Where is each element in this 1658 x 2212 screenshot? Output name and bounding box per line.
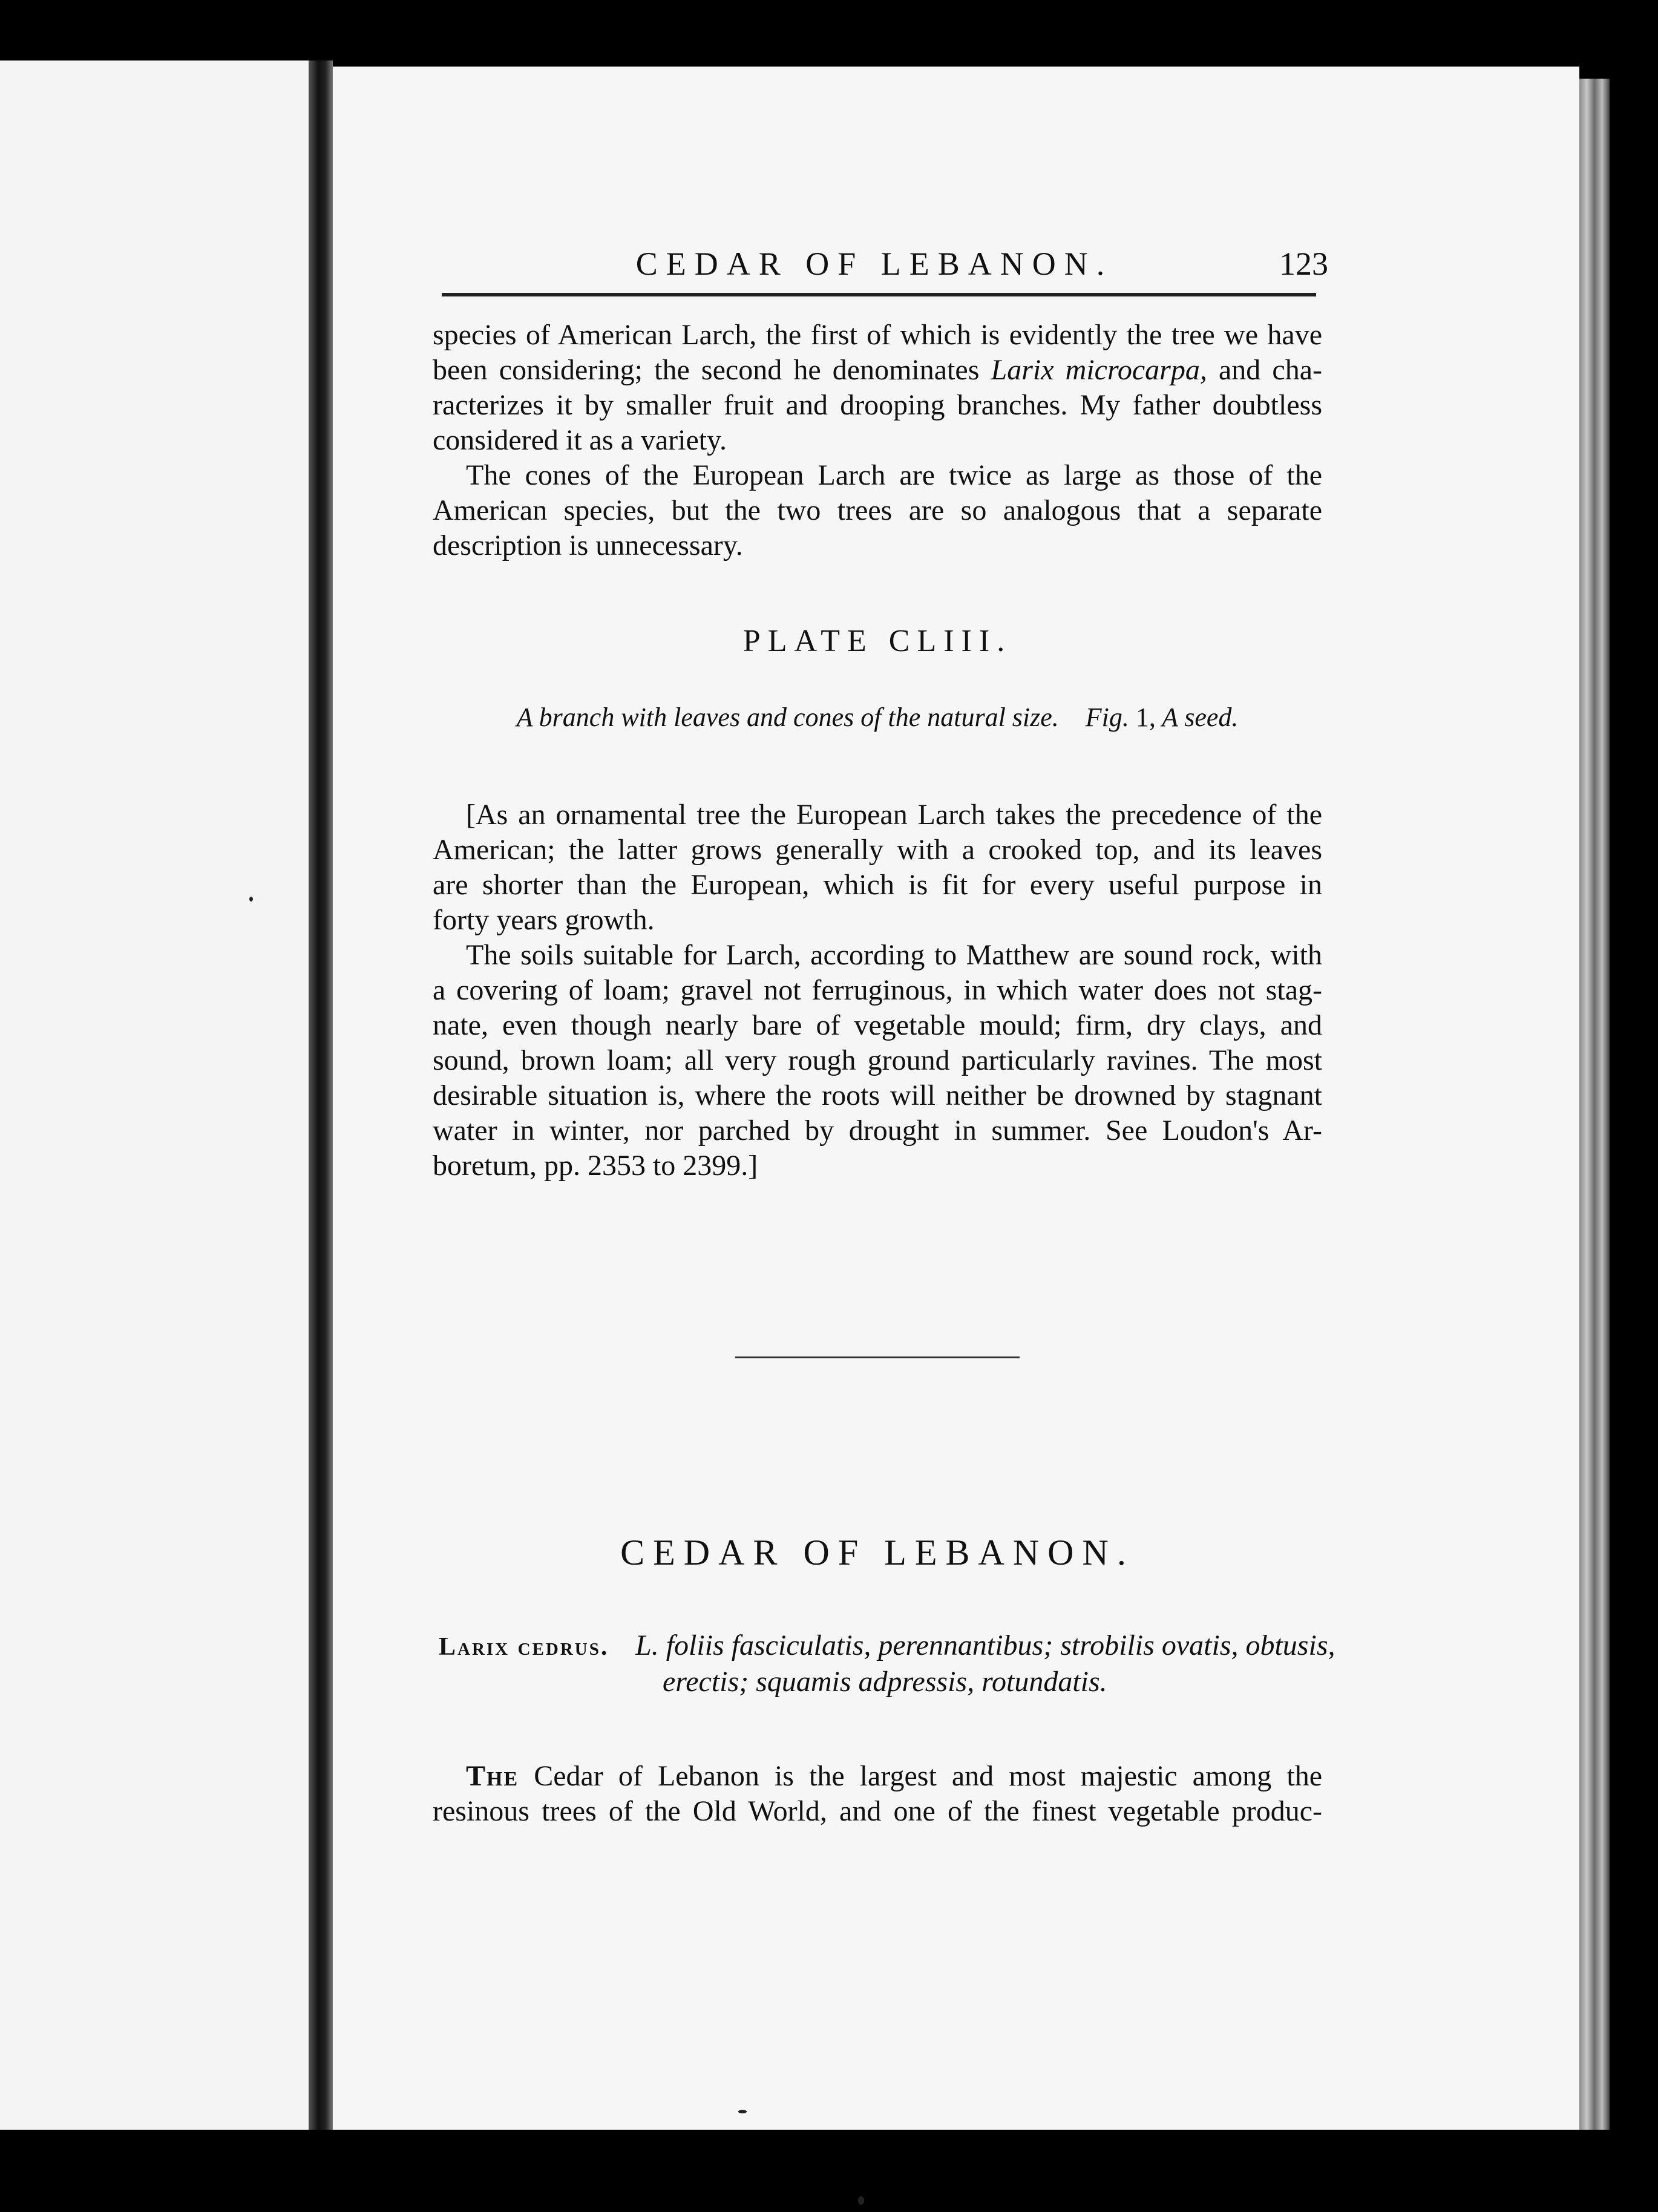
plate-caption (433, 702, 1322, 733)
text-line: The soils suitable for Larch, according to Matthew are sound rock, with (466, 939, 1322, 971)
text-line (433, 353, 1322, 388)
page-edges (1579, 79, 1610, 2130)
latin-diagnosis-line-1: L. foliis fasciculatis, perennantibus; strobilis ovatis, obtusis, (635, 1629, 1335, 1661)
text-line: nate, even though nearly bare of vegetable mould; firm, dry clays, and (433, 1009, 1322, 1041)
caption-fig-number: 1, (1135, 702, 1156, 732)
text-line: considered it as a variety. (433, 424, 727, 456)
text-line: boretum, pp. 2353 to 2399.] (433, 1150, 758, 1182)
text-line: species of American Larch, the first of which is evidently the tree we have (433, 319, 1322, 351)
text-line: The cones of the European Larch are twice as large as those of the (466, 459, 1322, 491)
text-line: are shorter than the European, which is fit for every useful purpose in (433, 869, 1322, 901)
species-label: Larix cedrus. (439, 1633, 609, 1661)
text-line: racterizes it by smaller fruit and drooping branches. My father doubtless (433, 389, 1322, 421)
plate-heading: PLATE CLIII. (742, 624, 1012, 658)
text-span: Cedar of Lebanon is the largest and most majestic among the (534, 1760, 1323, 1792)
lead-word: The (466, 1760, 519, 1792)
caption-text: A seed. (1162, 702, 1239, 732)
left-page-blank (0, 61, 309, 2130)
text-line: sound, brown loam; all very rough ground particularly ravines. The most (433, 1044, 1322, 1076)
text-line: resinous trees of the Old World, and one of the finest vegetable produc- (433, 1795, 1322, 1827)
scan-speck (858, 2196, 864, 2205)
scan-speck (738, 2110, 747, 2113)
text-line: water in winter, nor parched by drought in summer. See Loudon's Ar- (433, 1114, 1322, 1147)
text-line: desirable situation is, where the roots will neither be drowned by stagnant (433, 1079, 1322, 1111)
caption-fig-label: Fig. (1085, 702, 1129, 732)
page-number: 123 (1279, 246, 1328, 282)
book-gutter (309, 61, 333, 2130)
text-line: American; the latter grows generally with a crooked top, and its leaves (433, 834, 1322, 866)
text-span: and cha- (1219, 354, 1323, 386)
text-line (466, 1759, 1322, 1794)
text-line: description is unnecessary. (433, 529, 743, 561)
running-head: CEDAR OF LEBANON. (635, 246, 1113, 282)
header-rule (442, 293, 1316, 296)
text-line: forty years growth. (433, 904, 655, 936)
section-title: CEDAR OF LEBANON. (620, 1533, 1135, 1572)
text-line: [As an ornamental tree the European Larch takes the precedence of the (466, 799, 1322, 831)
text-line: American species, but the two trees are so analogous that a separate (433, 494, 1322, 526)
section-divider (735, 1356, 1020, 1358)
latin-diagnosis-line-2: erectis; squamis adpressis, rotundatis. (663, 1666, 1107, 1698)
text-line: a covering of loam; gravel not ferruginous, in which water does not stag- (433, 974, 1322, 1006)
caption-text: A branch with leaves and cones of the natural size. (516, 702, 1059, 732)
text-span: been considering; the second he denominates (433, 354, 980, 386)
scan-speck (249, 897, 253, 901)
species-name: Larix microcarpa, (991, 354, 1207, 386)
